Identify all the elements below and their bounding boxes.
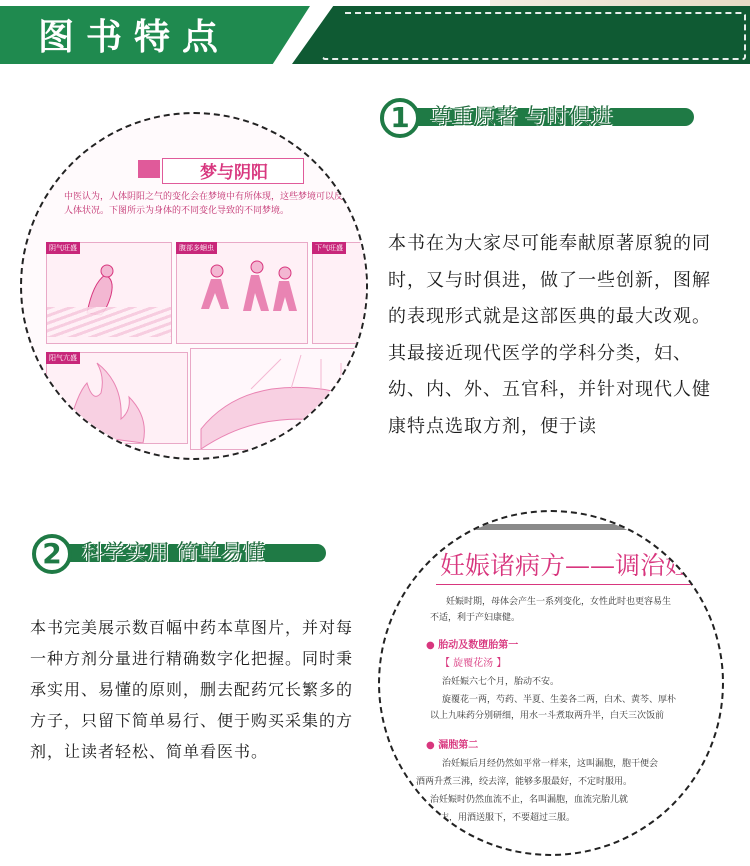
sample-page-image-1 bbox=[20, 112, 368, 460]
page-title: 图书特点 bbox=[38, 16, 231, 58]
text-line: 旋覆花一两，芍药、半夏、生姜各二两，白术、黄芩、厚朴 bbox=[442, 695, 677, 705]
text-line: 酒两升煮三沸，绞去滓，能够多服最好，不定时服用。 bbox=[416, 777, 633, 787]
sample-page-title: 梦与阴阳 bbox=[200, 163, 268, 183]
header-banner bbox=[0, 0, 750, 66]
reclining-figure-illustration bbox=[191, 349, 368, 449]
section-heading-text: 尊重原著 与时俱进 bbox=[430, 105, 613, 130]
section-1-paragraph bbox=[388, 226, 722, 445]
text-line: 治妊娠时仍然血流不止，名叫漏胞，血流完胎儿就 bbox=[430, 795, 629, 805]
panel-label: 阳气亢盛 bbox=[46, 352, 80, 364]
illustration-panel bbox=[46, 352, 188, 444]
sample-title-marker bbox=[138, 160, 160, 178]
section-heading-2 bbox=[32, 534, 342, 574]
section-number-badge: 2 bbox=[32, 534, 72, 574]
figures-illustration bbox=[177, 243, 307, 343]
text-line: 以上九味药分别研细，用水一斗煮取两升半，白天三次饭前 bbox=[430, 711, 665, 721]
section-heading-1 bbox=[380, 98, 710, 138]
title-underline bbox=[436, 584, 724, 585]
section-heading-text: 漏胞第二 bbox=[438, 740, 479, 751]
section-number-badge: 1 bbox=[380, 98, 420, 138]
sample-page-image-2 bbox=[378, 510, 724, 856]
section-heading: ● 胎动及数堕胎第一 bbox=[426, 640, 519, 651]
sample-page-title: 妊娠诸病方——调治妊 bbox=[440, 551, 691, 580]
page-top-rule bbox=[460, 524, 724, 530]
flame-illustration bbox=[47, 353, 187, 443]
section-heading-text: 科学实用 简单易懂 bbox=[82, 541, 265, 566]
panel-label: 阴气旺盛 bbox=[46, 242, 80, 254]
recipe-name: 【 旋覆花汤 】 bbox=[440, 658, 507, 669]
section-2-paragraph bbox=[30, 612, 355, 767]
paragraph-text: 本书在为大家尽可能奉献原著原貌的同时，又与时俱进，做了一些创新，图解的表现形式就是这部医典的最大改观。其最接近现代医学的学科分类，妇、幼、内、外、五官科，并针对现代人健康特点选取方剂，便于读 bbox=[388, 233, 711, 437]
illustration-panel bbox=[312, 242, 368, 344]
intro-line: 妊娠时期，母体会产生一系列变化，女性此时也更容易生 bbox=[446, 597, 672, 607]
paragraph-text: 本书完美展示数百幅中药本草图片，并对每一种方剂分量进行精确数字化把握。同时秉承实用、易懂的原则，删去配药冗长繁多的方子，只留下简单易行、便于购买采集的方剂，让读者轻松、简单看医书。 bbox=[30, 618, 354, 761]
panel-label: 下气旺盛 bbox=[312, 242, 346, 254]
section-heading: ● 漏胞第二 bbox=[426, 740, 479, 751]
panel-label: 腹部多蛔虫 bbox=[176, 242, 217, 254]
wave-pattern bbox=[47, 307, 171, 337]
banner-dashed-frame bbox=[322, 12, 746, 60]
illustration-panel bbox=[176, 242, 308, 344]
text-line: 饮药末，用酒送服下，不要超过三服。 bbox=[422, 813, 576, 823]
sample-page-intro: 中医认为，人体阴阳之气的变化会在梦境中有所体现，这些梦境可以反映人体状况。下图所示为身体的不同变化导致的不同梦境。 bbox=[64, 192, 353, 216]
text-line: 治妊娠六七个月，胎动不安。 bbox=[442, 677, 560, 687]
illustration-panel bbox=[190, 348, 368, 450]
section-heading-text: 胎动及数堕胎第一 bbox=[438, 640, 519, 651]
illustration-panel bbox=[46, 242, 172, 344]
intro-line: 不适，利于产妇康健。 bbox=[430, 613, 521, 623]
text-line: 治妊娠后月经仍然如平常一样来，这叫漏胞，胞干便会 bbox=[442, 759, 659, 769]
